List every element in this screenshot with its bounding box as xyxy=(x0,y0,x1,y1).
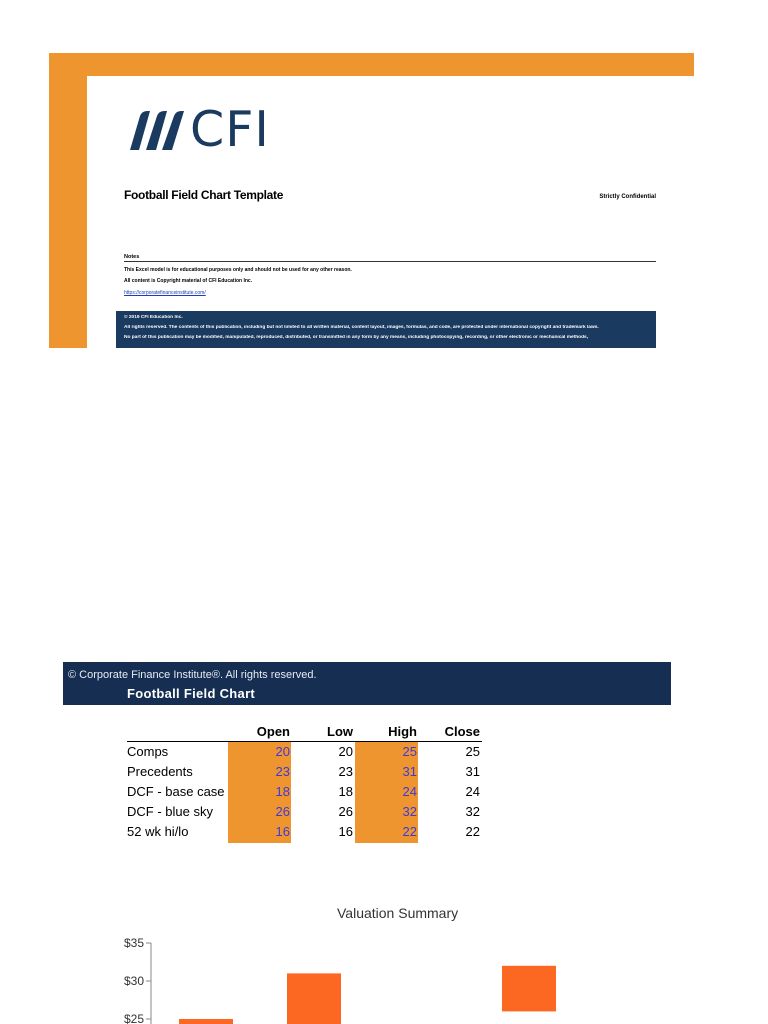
y-tick-label: $30 xyxy=(123,974,144,988)
cell-precedents-close[interactable]: 31 xyxy=(465,764,480,779)
header-rule xyxy=(127,741,482,742)
valuation-summary-chart xyxy=(0,925,768,1024)
row-label-precedents: Precedents xyxy=(127,764,193,779)
logo-text: CFI xyxy=(190,101,270,158)
cell-dcf-blue-sky-close[interactable]: 32 xyxy=(465,804,480,819)
cell-52wk-high[interactable]: 22 xyxy=(402,824,417,839)
notes-section xyxy=(124,254,656,296)
confidential-label: Strictly Confidential xyxy=(599,194,656,200)
sheet-title: Football Field Chart xyxy=(127,686,256,701)
cfi-logo xyxy=(126,101,270,158)
row-label-comps: Comps xyxy=(127,744,169,759)
cell-comps-open[interactable]: 20 xyxy=(275,744,290,759)
copyright-line-1: © 2019 CFI Education Inc. xyxy=(124,315,183,320)
cell-52wk-low[interactable]: 16 xyxy=(338,824,353,839)
cell-dcf-blue-sky-high[interactable]: 32 xyxy=(402,804,417,819)
cover-top-accent-bar xyxy=(49,53,694,76)
sheet-copyright: © Corporate Finance Institute®. All rights reserved. xyxy=(68,669,317,681)
cell-dcf-blue-sky-low[interactable]: 26 xyxy=(338,804,353,819)
notes-line-1: This Excel model is for educational purposes only and should not be used for any other reason. xyxy=(124,267,352,273)
cell-comps-low[interactable]: 20 xyxy=(338,744,353,759)
cell-dcf-base-high[interactable]: 24 xyxy=(402,784,417,799)
y-tick-label: $25 xyxy=(123,1012,144,1024)
cover-left-accent-bar xyxy=(49,53,87,348)
copyright-box xyxy=(116,311,656,348)
cell-precedents-low[interactable]: 23 xyxy=(338,764,353,779)
cell-dcf-base-close[interactable]: 24 xyxy=(465,784,480,799)
bar-precedents xyxy=(287,973,341,1024)
cell-comps-close[interactable]: 25 xyxy=(465,744,480,759)
column-header-high: High xyxy=(388,724,417,739)
notes-line-2: All content is Copyright material of CFI Education Inc. xyxy=(124,278,253,284)
column-header-close: Close xyxy=(444,724,480,739)
notes-title: Notes xyxy=(124,254,656,262)
cell-dcf-base-low[interactable]: 18 xyxy=(338,784,353,799)
column-header-low: Low xyxy=(327,724,353,739)
row-label-dcf-blue-sky: DCF - blue sky xyxy=(127,804,213,819)
bar-comps xyxy=(179,1019,233,1024)
row-label-52wk: 52 wk hi/lo xyxy=(127,824,189,839)
cell-52wk-open[interactable]: 16 xyxy=(275,824,290,839)
cell-dcf-base-open[interactable]: 18 xyxy=(275,784,290,799)
cfi-logo-mark-icon xyxy=(126,108,184,152)
bar-dcf-blue-sky xyxy=(502,966,556,1012)
document-title: Football Field Chart Template xyxy=(124,188,284,202)
y-tick-label: $35 xyxy=(123,936,144,950)
copyright-line-2: All rights reserved. The contents of this publication, including but not limited to all written material, content layout, images, formulas, and code, are protected under international copyright and trademark laws. xyxy=(124,325,599,330)
copyright-line-3: No part of this publication may be modified, manipulated, reproduced, distributed, or transmitted in any form by any means, including photocopying, recording, or other electronic or mechanical methods, xyxy=(124,335,589,340)
column-header-open: Open xyxy=(256,724,290,739)
chart-title: Valuation Summary xyxy=(337,905,459,921)
cell-comps-high[interactable]: 25 xyxy=(402,744,417,759)
website-link[interactable]: https://corporatefinanceinstitute.com/ xyxy=(124,290,206,296)
cell-precedents-high[interactable]: 31 xyxy=(402,764,417,779)
cell-dcf-blue-sky-open[interactable]: 26 xyxy=(275,804,290,819)
row-label-dcf-base: DCF - base case xyxy=(127,784,225,799)
sheet-header-banner xyxy=(63,662,671,705)
cell-52wk-close[interactable]: 22 xyxy=(465,824,480,839)
cell-precedents-open[interactable]: 23 xyxy=(275,764,290,779)
